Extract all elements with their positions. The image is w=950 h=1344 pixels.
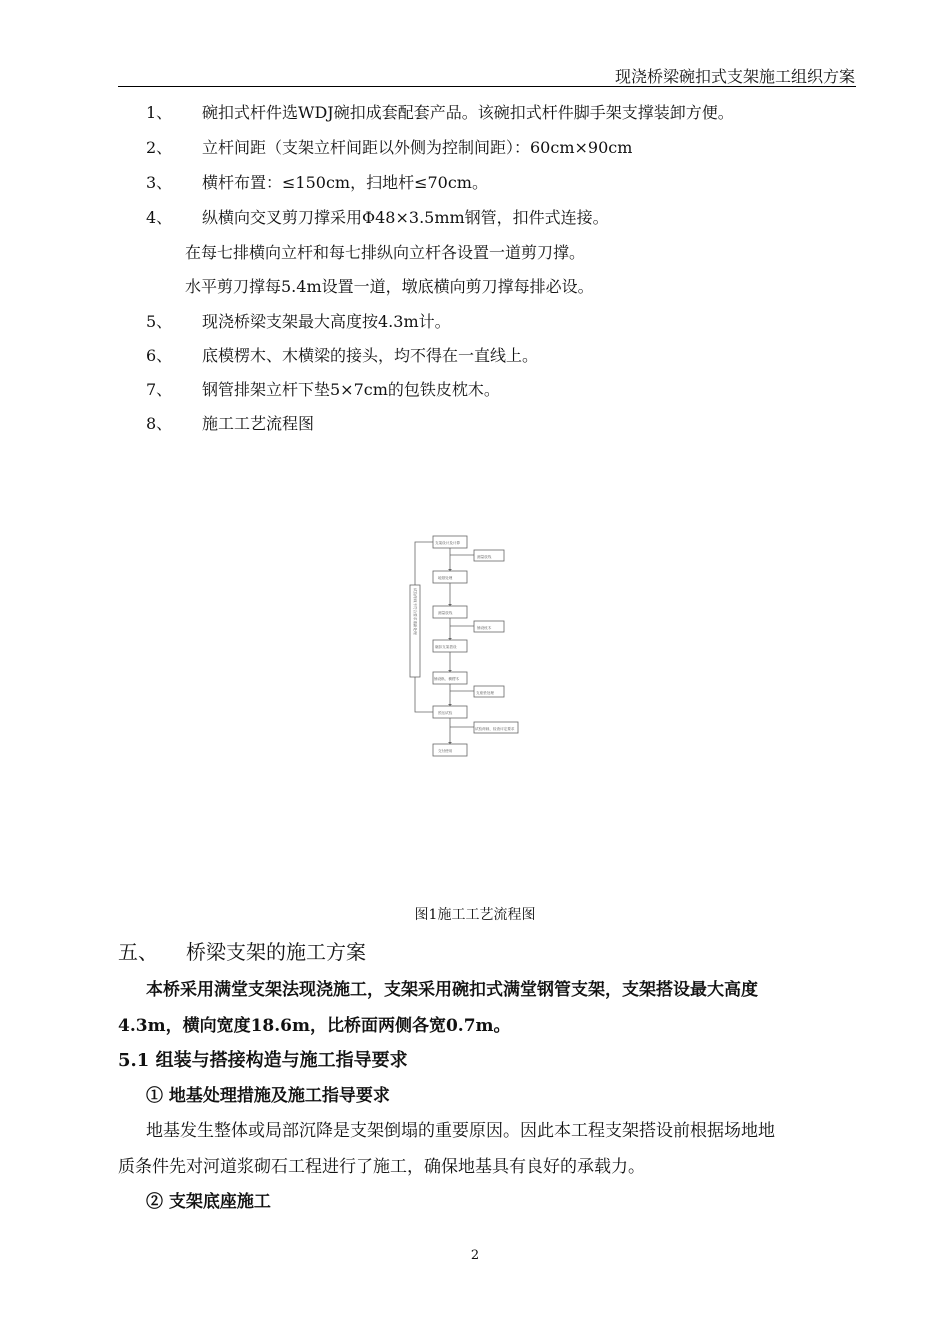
flow-loop-label: 试验荷载不符合要求重新处理: [413, 588, 417, 635]
item-text: 立杆间距（支架立杆间距以外侧为控制间距）：60cm×90cm: [202, 138, 633, 157]
item-text: 现浇桥梁支架最大高度按4.3m计。: [202, 312, 451, 331]
running-header: 现浇桥梁碗扣式支架施工组织方案: [614, 67, 855, 86]
item-number: 1、: [146, 103, 173, 122]
item-continuation: 水平剪刀撑每5.4m设置一道，墩底横向剪刀撑每排必设。: [185, 277, 594, 296]
process-flowchart: [400, 530, 540, 765]
section-heading: [118, 936, 366, 965]
subsection-heading: 5.1 组装与搭接构造与施工指导要求: [118, 1050, 408, 1071]
flow-side-label: 试验荷载、检查评定要求: [475, 727, 515, 731]
item-text: 钢管排架立杆下垫5×7cm的包铁皮枕木。: [202, 380, 500, 399]
item-number: 5、: [146, 312, 173, 331]
point-heading: ② 支架底座施工: [146, 1192, 271, 1212]
flow-side-label: 测量放线: [477, 555, 492, 559]
section-number: 五、: [118, 940, 158, 964]
point-heading: ① 地基处理措施及施工指导要求: [146, 1086, 390, 1106]
paragraph-line: 质条件先对河道浆砌石工程进行了施工，确保地基具有良好的承载力。: [118, 1157, 645, 1177]
item-number: 6、: [146, 346, 173, 365]
flow-step-label: 铺设纵、横楞木: [434, 677, 460, 681]
paragraph-line: 地基发生整体或局部沉降是支架倒塌的重要原因。因此本工程支架搭设前根据场地地: [146, 1121, 775, 1141]
page-number: 2: [470, 1248, 480, 1263]
flow-step-label: 测量放线: [438, 611, 453, 615]
section-title: 桥梁支架的施工方案: [186, 940, 366, 964]
item-number: 4、: [146, 208, 173, 227]
item-continuation: 在每七排横向立杆和每七排纵向立杆各设置一道剪刀撑。: [185, 243, 586, 262]
item-text: 横杆布置：≤150cm，扫地杆≤70cm。: [202, 173, 488, 192]
flow-step-label: 交付使用: [438, 749, 453, 753]
list-item: [146, 411, 314, 434]
list-item: [146, 205, 609, 228]
item-number: 2、: [146, 138, 173, 157]
flow-step-label: 地基处理: [438, 576, 453, 580]
item-number: 3、: [146, 173, 173, 192]
list-item: [146, 377, 500, 400]
intro-paragraph-line: 本桥采用满堂支架法现浇施工，支架采用碗扣式满堂钢管支架，支架搭设最大高度: [146, 980, 758, 1000]
item-number: 7、: [146, 380, 173, 399]
list-item: [146, 309, 451, 332]
header-rule: [118, 86, 856, 87]
list-item: [146, 135, 632, 158]
item-text: 施工工艺流程图: [202, 414, 315, 433]
flow-side-label: 支座垫处理: [476, 691, 494, 695]
item-text: 碗扣式杆件选WDJ碗扣成套配套产品。该碗扣式杆件脚手架支撑装卸方便。: [202, 103, 734, 122]
item-text: 纵横向交叉剪刀撑采用Φ48×3.5mm钢管，扣件式连接。: [202, 208, 609, 227]
item-text: 底模楞木、木横梁的接头，均不得在一直线上。: [202, 346, 539, 365]
list-item: [146, 343, 538, 366]
item-number: 8、: [146, 414, 173, 433]
flow-side-label: 铺设枕木: [477, 626, 492, 630]
flow-step-label: 碗扣支架搭设: [435, 645, 457, 649]
list-item: [146, 100, 734, 123]
flow-step-label: 支架设计及计算: [435, 541, 461, 545]
intro-paragraph-line: 4.3m，横向宽度18.6m，比桥面两侧各宽0.7m。: [118, 1016, 511, 1036]
figure-caption: 图1施工工艺流程图: [414, 907, 536, 923]
flow-step-label: 预压试验: [438, 711, 453, 715]
list-item: [146, 170, 488, 193]
